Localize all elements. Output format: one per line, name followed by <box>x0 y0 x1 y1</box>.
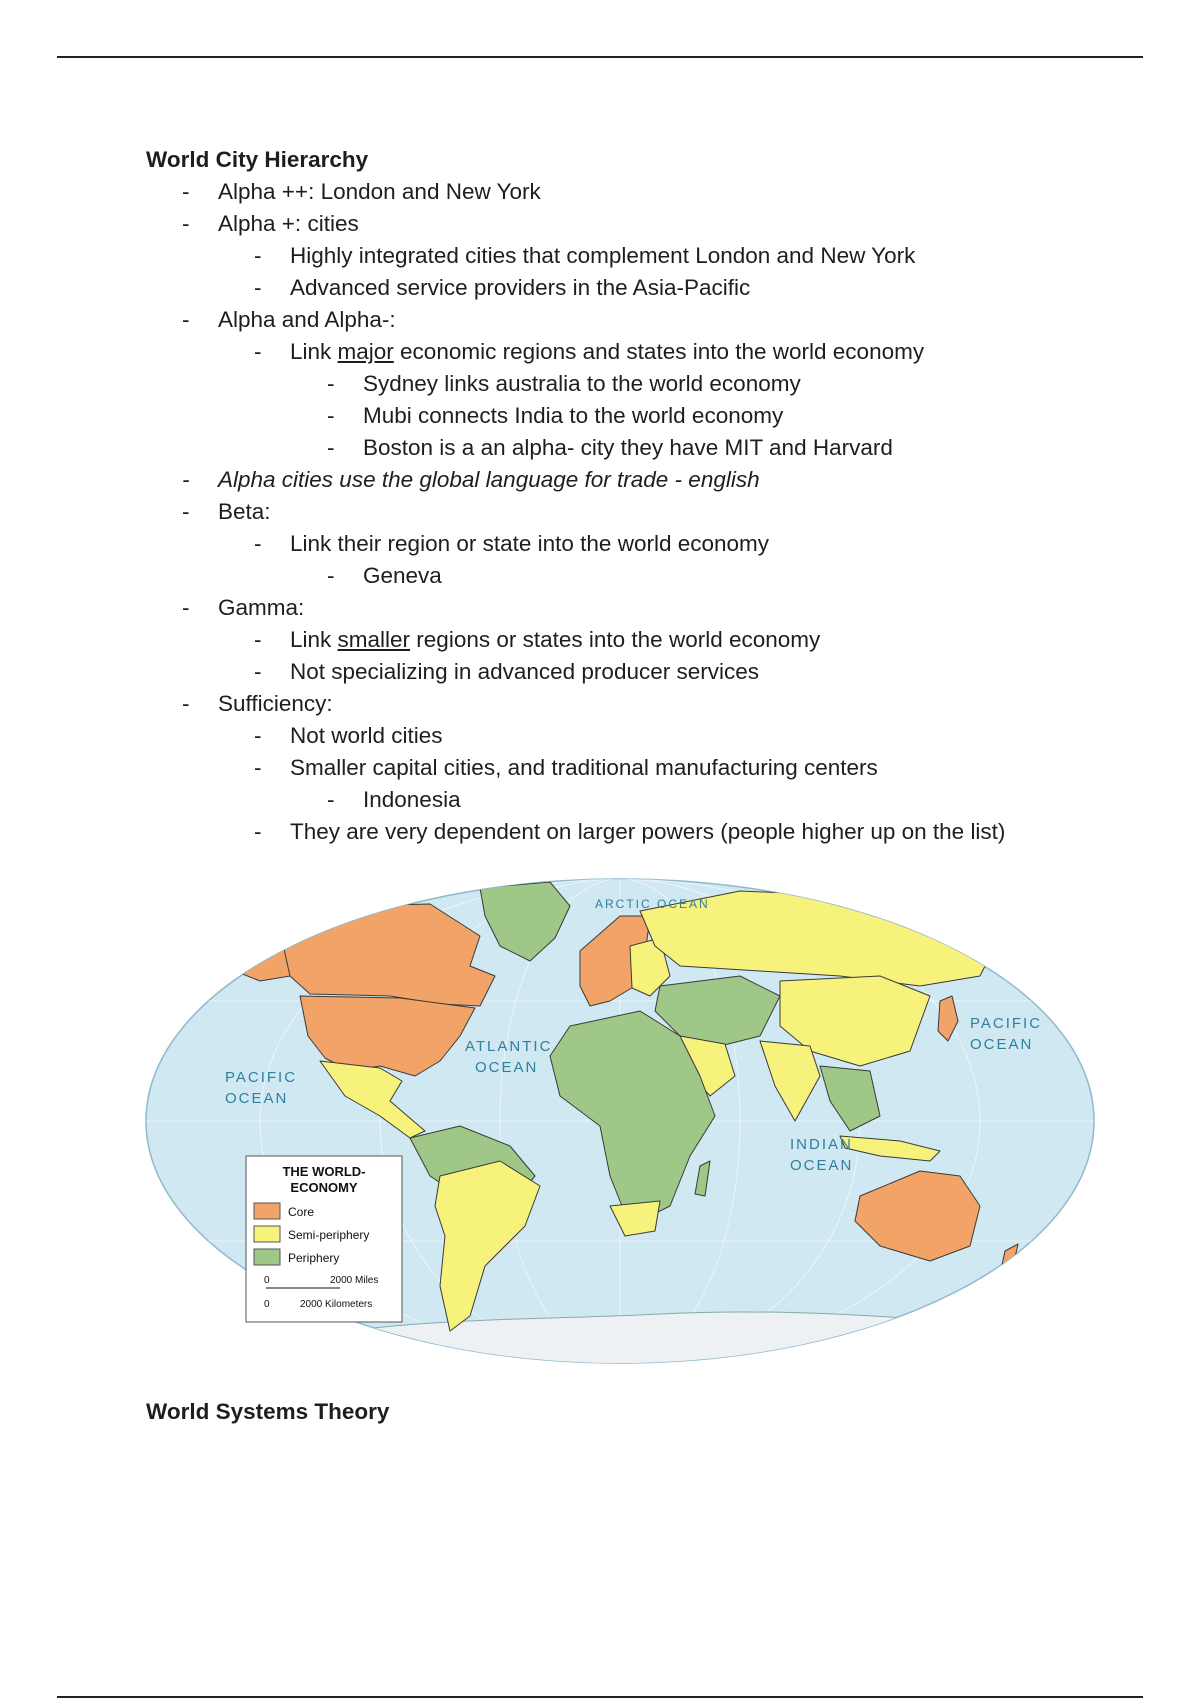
legend-semi-label: Semi-periphery <box>288 1228 370 1242</box>
underlined-text: major <box>337 339 394 364</box>
list-item: - Indonesia <box>363 784 1146 816</box>
text-run: Link <box>290 627 338 652</box>
text-run: Link <box>290 339 338 364</box>
section-heading-world-systems-theory: World Systems Theory <box>146 1399 390 1424</box>
list-item: - Alpha cities use the global language for trade - english <box>218 464 1146 496</box>
arctic-ocean-label: ARCTIC OCEAN <box>595 897 710 911</box>
legend-swatch-periphery <box>254 1249 280 1265</box>
indian-ocean-label-2: OCEAN <box>790 1157 854 1174</box>
legend-swatch-core <box>254 1203 280 1219</box>
legend-swatch-semi <box>254 1226 280 1242</box>
list-item: - Beta: <box>218 496 1146 528</box>
section-heading-world-city-hierarchy: World City Hierarchy <box>146 147 369 172</box>
bottom-rule <box>57 1696 1143 1698</box>
legend-title-2: ECONOMY <box>290 1180 358 1195</box>
hierarchy-outline <box>146 176 1146 848</box>
atlantic-ocean-label-2: OCEAN <box>475 1059 539 1076</box>
scale-miles-label: 2000 Miles <box>330 1275 379 1286</box>
legend-periphery-label: Periphery <box>288 1251 340 1265</box>
list-item: - Link their region or state into the world economy <box>290 528 1146 560</box>
list-item: - Alpha and Alpha-: <box>218 304 1146 336</box>
list-item: - Not specializing in advanced producer services <box>290 656 1146 688</box>
notes-section <box>146 144 1146 848</box>
pacific-west-label-1: PACIFIC <box>225 1069 298 1086</box>
list-item: - Not world cities <box>290 720 1146 752</box>
map-svg <box>140 876 1100 1366</box>
list-item: - Geneva <box>363 560 1146 592</box>
text-run: economic regions and states into the world economy <box>393 339 925 364</box>
pacific-west-label-2: OCEAN <box>225 1090 289 1107</box>
alaska <box>230 931 290 981</box>
text-run: regions or states into the world economy <box>410 627 821 652</box>
list-item <box>290 624 1146 656</box>
list-item <box>290 336 1146 368</box>
indian-ocean-label-1: INDIAN <box>790 1136 853 1153</box>
map-legend <box>246 1156 402 1322</box>
pacific-east-label-2: OCEAN <box>970 1036 1034 1053</box>
atlantic-ocean-label-1: ATLANTIC <box>465 1038 553 1055</box>
list-item: - Advanced service providers in the Asia-Pacific <box>290 272 1146 304</box>
scale-zero-km: 0 <box>264 1299 270 1310</box>
list-item: - Sydney links australia to the world economy <box>363 368 1146 400</box>
list-item: - Smaller capital cities, and traditional manufacturing centers <box>290 752 1146 784</box>
world-economy-map <box>140 876 1100 1366</box>
scale-km-label: 2000 Kilometers <box>300 1299 373 1310</box>
legend-core-label: Core <box>288 1205 315 1219</box>
list-item: - They are very dependent on larger powers (people higher up on the list) <box>290 816 1146 848</box>
list-item: - Sufficiency: <box>218 688 1146 720</box>
top-rule <box>57 56 1143 58</box>
list-item: - Gamma: <box>218 592 1146 624</box>
list-item: - Highly integrated cities that complement London and New York <box>290 240 1146 272</box>
list-item: - Alpha +: cities <box>218 208 1146 240</box>
list-item: - Boston is a an alpha- city they have MIT and Harvard <box>363 432 1146 464</box>
pacific-east-label-1: PACIFIC <box>970 1015 1043 1032</box>
list-item: - Alpha ++: London and New York <box>218 176 1146 208</box>
legend-title-1: THE WORLD- <box>282 1164 366 1179</box>
underlined-text: smaller <box>337 627 411 652</box>
list-item: - Mubi connects India to the world economy <box>363 400 1146 432</box>
scale-zero-miles: 0 <box>264 1275 270 1286</box>
